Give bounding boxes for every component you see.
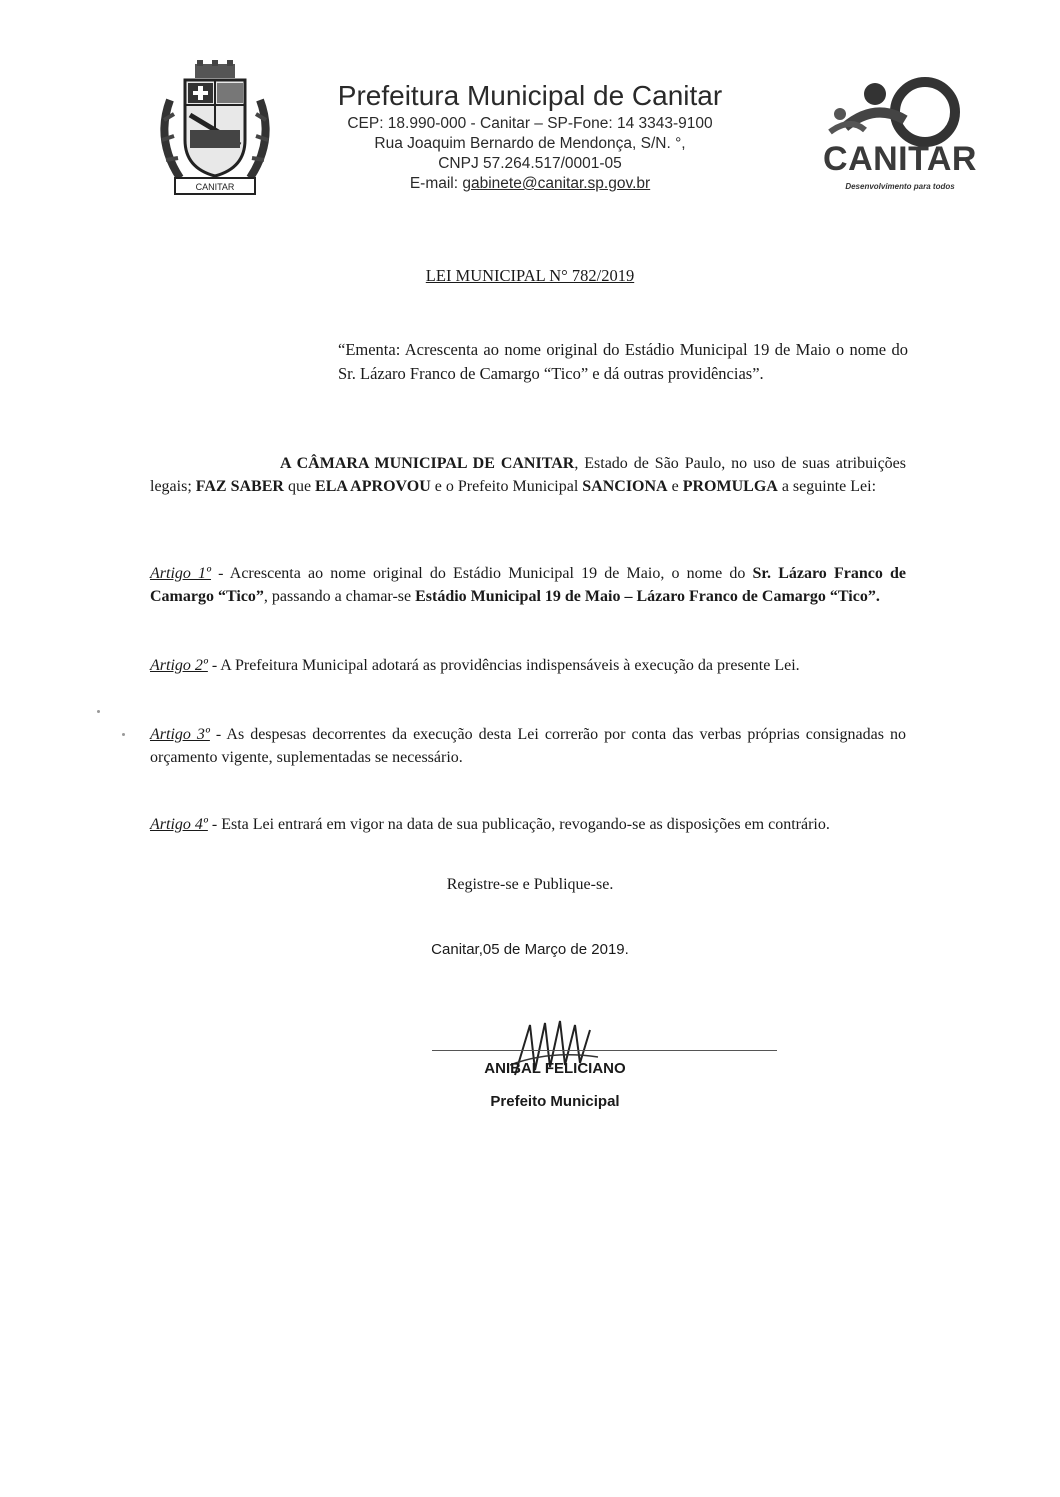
article-1-label: Artigo 1º: [150, 565, 212, 582]
letterhead-title: Prefeitura Municipal de Canitar: [337, 80, 723, 111]
article-1-bold-name: Sr. Lázaro Franco de Camargo “Tico”: [150, 565, 906, 605]
article-2-label: Artigo 2º: [150, 657, 208, 674]
article-4: [150, 813, 906, 836]
logo-wordmark: CANITAR: [823, 140, 977, 178]
intro-bold-camara: A CÂMARA MUNICIPAL DE CANITAR: [280, 455, 575, 472]
article-3-label: Artigo 3º: [150, 726, 210, 743]
intro-text: e o Prefeito Municipal: [430, 478, 583, 495]
letterhead-email-line: [280, 174, 780, 194]
letterhead-cep-phone: CEP: 18.990-000 - Canitar – SP-Fone: 14 3343-9100: [347, 115, 713, 132]
ementa-paragraph: “Ementa: Acrescenta ao nome original do Estádio Municipal 19 de Maio o nome do Sr. Lázaro Franco de Camargo “Tico” e dá outras providências”.: [338, 340, 908, 383]
article-2-text: - A Prefeitura Municipal adotará as providências indispensáveis à execução da presente Lei.: [207, 657, 800, 674]
signer-role: Prefeito Municipal: [490, 1093, 620, 1110]
signer-name: ANIBAL FELICIANO: [484, 1060, 626, 1077]
article-1-text: , passando a chamar-se: [263, 588, 416, 605]
logo-tagline: Desenvolvimento para todos: [845, 182, 955, 191]
letterhead-address: Rua Joaquim Bernardo de Mendonça, S/N. °,: [374, 135, 686, 152]
coat-ribbon-text: CANITAR: [195, 182, 235, 192]
intro-bold-promulga: PROMULGA: [682, 478, 778, 495]
closing-line: Registre-se e Publique-se.: [446, 876, 614, 893]
article-1: [150, 562, 906, 608]
intro-paragraph: [150, 452, 906, 498]
email-link[interactable]: gabinete@canitar.sp.gov.br: [462, 175, 651, 192]
intro-text: a seguinte Lei:: [777, 478, 877, 495]
article-3-text: - As despesas decorrentes da execução desta Lei correrão por conta das verbas próprias consignadas no orçamento vigente, suplementadas se necessário.: [150, 726, 907, 766]
email-label: E-mail:: [409, 175, 459, 192]
article-3: [150, 723, 906, 769]
intro-bold-sanciona: SANCIONA: [582, 478, 668, 495]
date-line: Canitar,05 de Março de 2019.: [431, 941, 629, 958]
letterhead-cnpj: CNPJ 57.264.517/0001-05: [438, 155, 622, 172]
scan-speck: [97, 710, 100, 713]
intro-text: que: [283, 478, 316, 495]
letterhead: [280, 78, 780, 194]
intro-text: , Estado de São Paulo, no uso de suas atribuições legais;: [150, 455, 906, 495]
intro-bold-ela-aprovou: ELA APROVOU: [315, 478, 431, 495]
article-4-label: Artigo 4º: [150, 816, 208, 833]
law-title: LEI MUNICIPAL N° 782/2019: [425, 266, 635, 285]
signature-line: [432, 1050, 777, 1051]
intro-text: e: [667, 478, 683, 495]
coat-of-arms-emblem: [150, 60, 280, 200]
article-4-text: - Esta Lei entrará em vigor na data de sua publicação, revogando-se as disposições em contrário.: [207, 816, 830, 833]
article-2: [150, 654, 906, 677]
scan-speck: [122, 733, 125, 736]
article-1-bold-new-name: Estádio Municipal 19 de Maio – Lázaro Franco de Camargo “Tico”.: [415, 588, 880, 605]
article-1-text: - Acrescenta ao nome original do Estádio Municipal 19 de Maio, o nome do: [211, 565, 753, 582]
intro-bold-faz-saber: FAZ SABER: [195, 478, 284, 495]
